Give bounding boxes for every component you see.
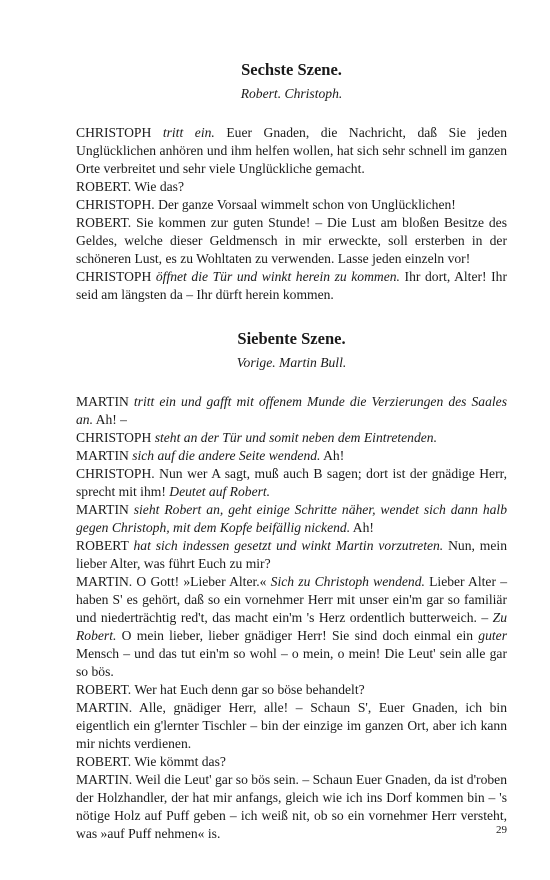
dialogue-paragraph xyxy=(76,501,507,537)
dialogue-text: Ah! xyxy=(350,520,374,535)
dialogue-text: CHRISTOPH. Der ganze Vorsaal wimmelt schon von Unglücklichen! xyxy=(76,197,456,212)
dialogue-text: ROBERT. Wie kömmt das? xyxy=(76,754,226,769)
dialogue-text: MARTIN xyxy=(76,502,134,517)
dialogue-text: MARTIN xyxy=(76,448,133,463)
stage-direction: Zu Robert. xyxy=(76,610,507,643)
dialogue-paragraph xyxy=(76,178,507,196)
stage-direction: tritt ein und gafft mit offenem Munde die Verzierungen des Saales an. xyxy=(76,394,507,427)
dialogue-text: ROBERT. Wer hat Euch denn gar so böse behandelt? xyxy=(76,682,365,697)
dialogue-text: Lieber Alter – haben S' es gehört, daß so ein vornehmer Herr mit unser ein'm gar so familiär und niederträchtig red't, das macht ein'm 's Herz ordentlich butterweich. – xyxy=(76,574,507,625)
page-number: 29 xyxy=(496,824,507,836)
dialogue-paragraph xyxy=(76,393,507,429)
stage-direction: steht an der Tür und somit neben dem Eintretenden. xyxy=(154,430,437,445)
dialogue-text: MARTIN. O Gott! »Lieber Alter.« xyxy=(76,574,271,589)
dialogue-paragraph xyxy=(76,429,507,447)
dialogue-paragraph xyxy=(76,753,507,771)
dialogue-text: Mensch – und das tut ein'm so wohl – o mein, o mein! Die Leut' sein alle gar so bös. xyxy=(76,646,507,679)
dialogue-text: CHRISTOPH xyxy=(76,125,163,140)
stage-direction: guter xyxy=(478,628,507,643)
dialogue-paragraph xyxy=(76,699,507,753)
dialogue-paragraph xyxy=(76,681,507,699)
scene-section xyxy=(76,60,507,304)
scene-title: Sechste Szene. xyxy=(241,60,342,79)
stage-direction: sich auf die andere Seite wendend. xyxy=(132,448,321,463)
page-content xyxy=(76,60,507,843)
stage-direction: Deutet auf Robert. xyxy=(169,484,271,499)
dialogue-text: Nun, mein lieber Alter, was führt Euch zu mir? xyxy=(76,538,507,571)
scene-title: Siebente Szene. xyxy=(237,329,346,348)
dialogue-text: ROBERT. Sie kommen zur guten Stunde! – Die Lust am bloßen Besitze des Geldes, welche dieser Geldmensch in mir erweckte, soll ersterben in der schöneren Lust, es zu Wohltaten zu verwenden. Lasse jeden einzeln vor! xyxy=(76,215,507,266)
dialogue-text: MARTIN xyxy=(76,394,134,409)
dialogue-block xyxy=(76,393,507,843)
dialogue-paragraph xyxy=(76,214,507,268)
dialogue-paragraph xyxy=(76,196,507,214)
dialogue-text: Ah! – xyxy=(93,412,127,427)
dialogue-text: CHRISTOPH xyxy=(76,269,156,284)
dialogue-text: ROBERT xyxy=(76,538,134,553)
dialogue-paragraph xyxy=(76,465,507,501)
dialogue-paragraph xyxy=(76,268,507,304)
scene-cast: Robert. Christoph. xyxy=(240,86,343,101)
dialogue-text: ROBERT. Wie das? xyxy=(76,179,184,194)
dialogue-text: Ah! xyxy=(320,448,345,463)
stage-direction: tritt ein. xyxy=(162,125,215,140)
dialogue-paragraph xyxy=(76,124,507,178)
dialogue-text: MARTIN. Weil die Leut' gar so bös sein. – Schaun Euer Gnaden, da ist d'roben der Holzhandler, der hat mir anfangs, gleich wie ich ins Dorf kommen bin – 's nötige Holz auf Puff geben – ich weiß nit, ob so ein vornehmer Herr versteht, was »auf Puff nehmen« is. xyxy=(76,772,507,841)
dialogue-text: Euer Gnaden, die Nachricht, daß Sie jeden Unglücklichen anhören und ihm helfen wollen, hat sich sehr schnell im ganzen Orte verbreitet und sehr viele Unglückliche gemacht. xyxy=(76,125,507,176)
scene-section xyxy=(76,329,507,843)
dialogue-text: CHRISTOPH. Nun wer A sagt, muß auch B sagen; dort ist der gnädige Herr, sprecht mit ihm! xyxy=(76,466,507,499)
dialogue-paragraph xyxy=(76,447,507,465)
scene-cast: Vorige. Martin Bull. xyxy=(236,355,347,370)
stage-direction: hat sich indessen gesetzt und winkt Martin vorzutreten. xyxy=(133,538,444,553)
stage-direction: Sich zu Christoph wendend. xyxy=(270,574,425,589)
dialogue-block xyxy=(76,124,507,304)
dialogue-text: MARTIN. Alle, gnädiger Herr, alle! – Schaun S', Euer Gnaden, ich bin eigentlich ein g'lernter Tischler – bin der einzige im ganzen Ort, aber ich kann mir nichts verdienen. xyxy=(76,700,507,751)
dialogue-text: O mein lieber, lieber gnädiger Herr! Sie sind doch einmal ein xyxy=(116,628,479,643)
dialogue-text: Ihr dort, Alter! Ihr seid am längsten da – Ihr dürft herein kommen. xyxy=(76,269,507,302)
stage-direction: sieht Robert an, geht einige Schritte näher, wendet sich dann halb gegen Christoph, mit dem Kopfe beifällig nickend. xyxy=(76,502,507,535)
dialogue-paragraph xyxy=(76,573,507,681)
stage-direction: öffnet die Tür und winkt herein zu kommen. xyxy=(155,269,400,284)
dialogue-paragraph xyxy=(76,771,507,843)
dialogue-text: CHRISTOPH xyxy=(76,430,155,445)
dialogue-paragraph xyxy=(76,537,507,573)
